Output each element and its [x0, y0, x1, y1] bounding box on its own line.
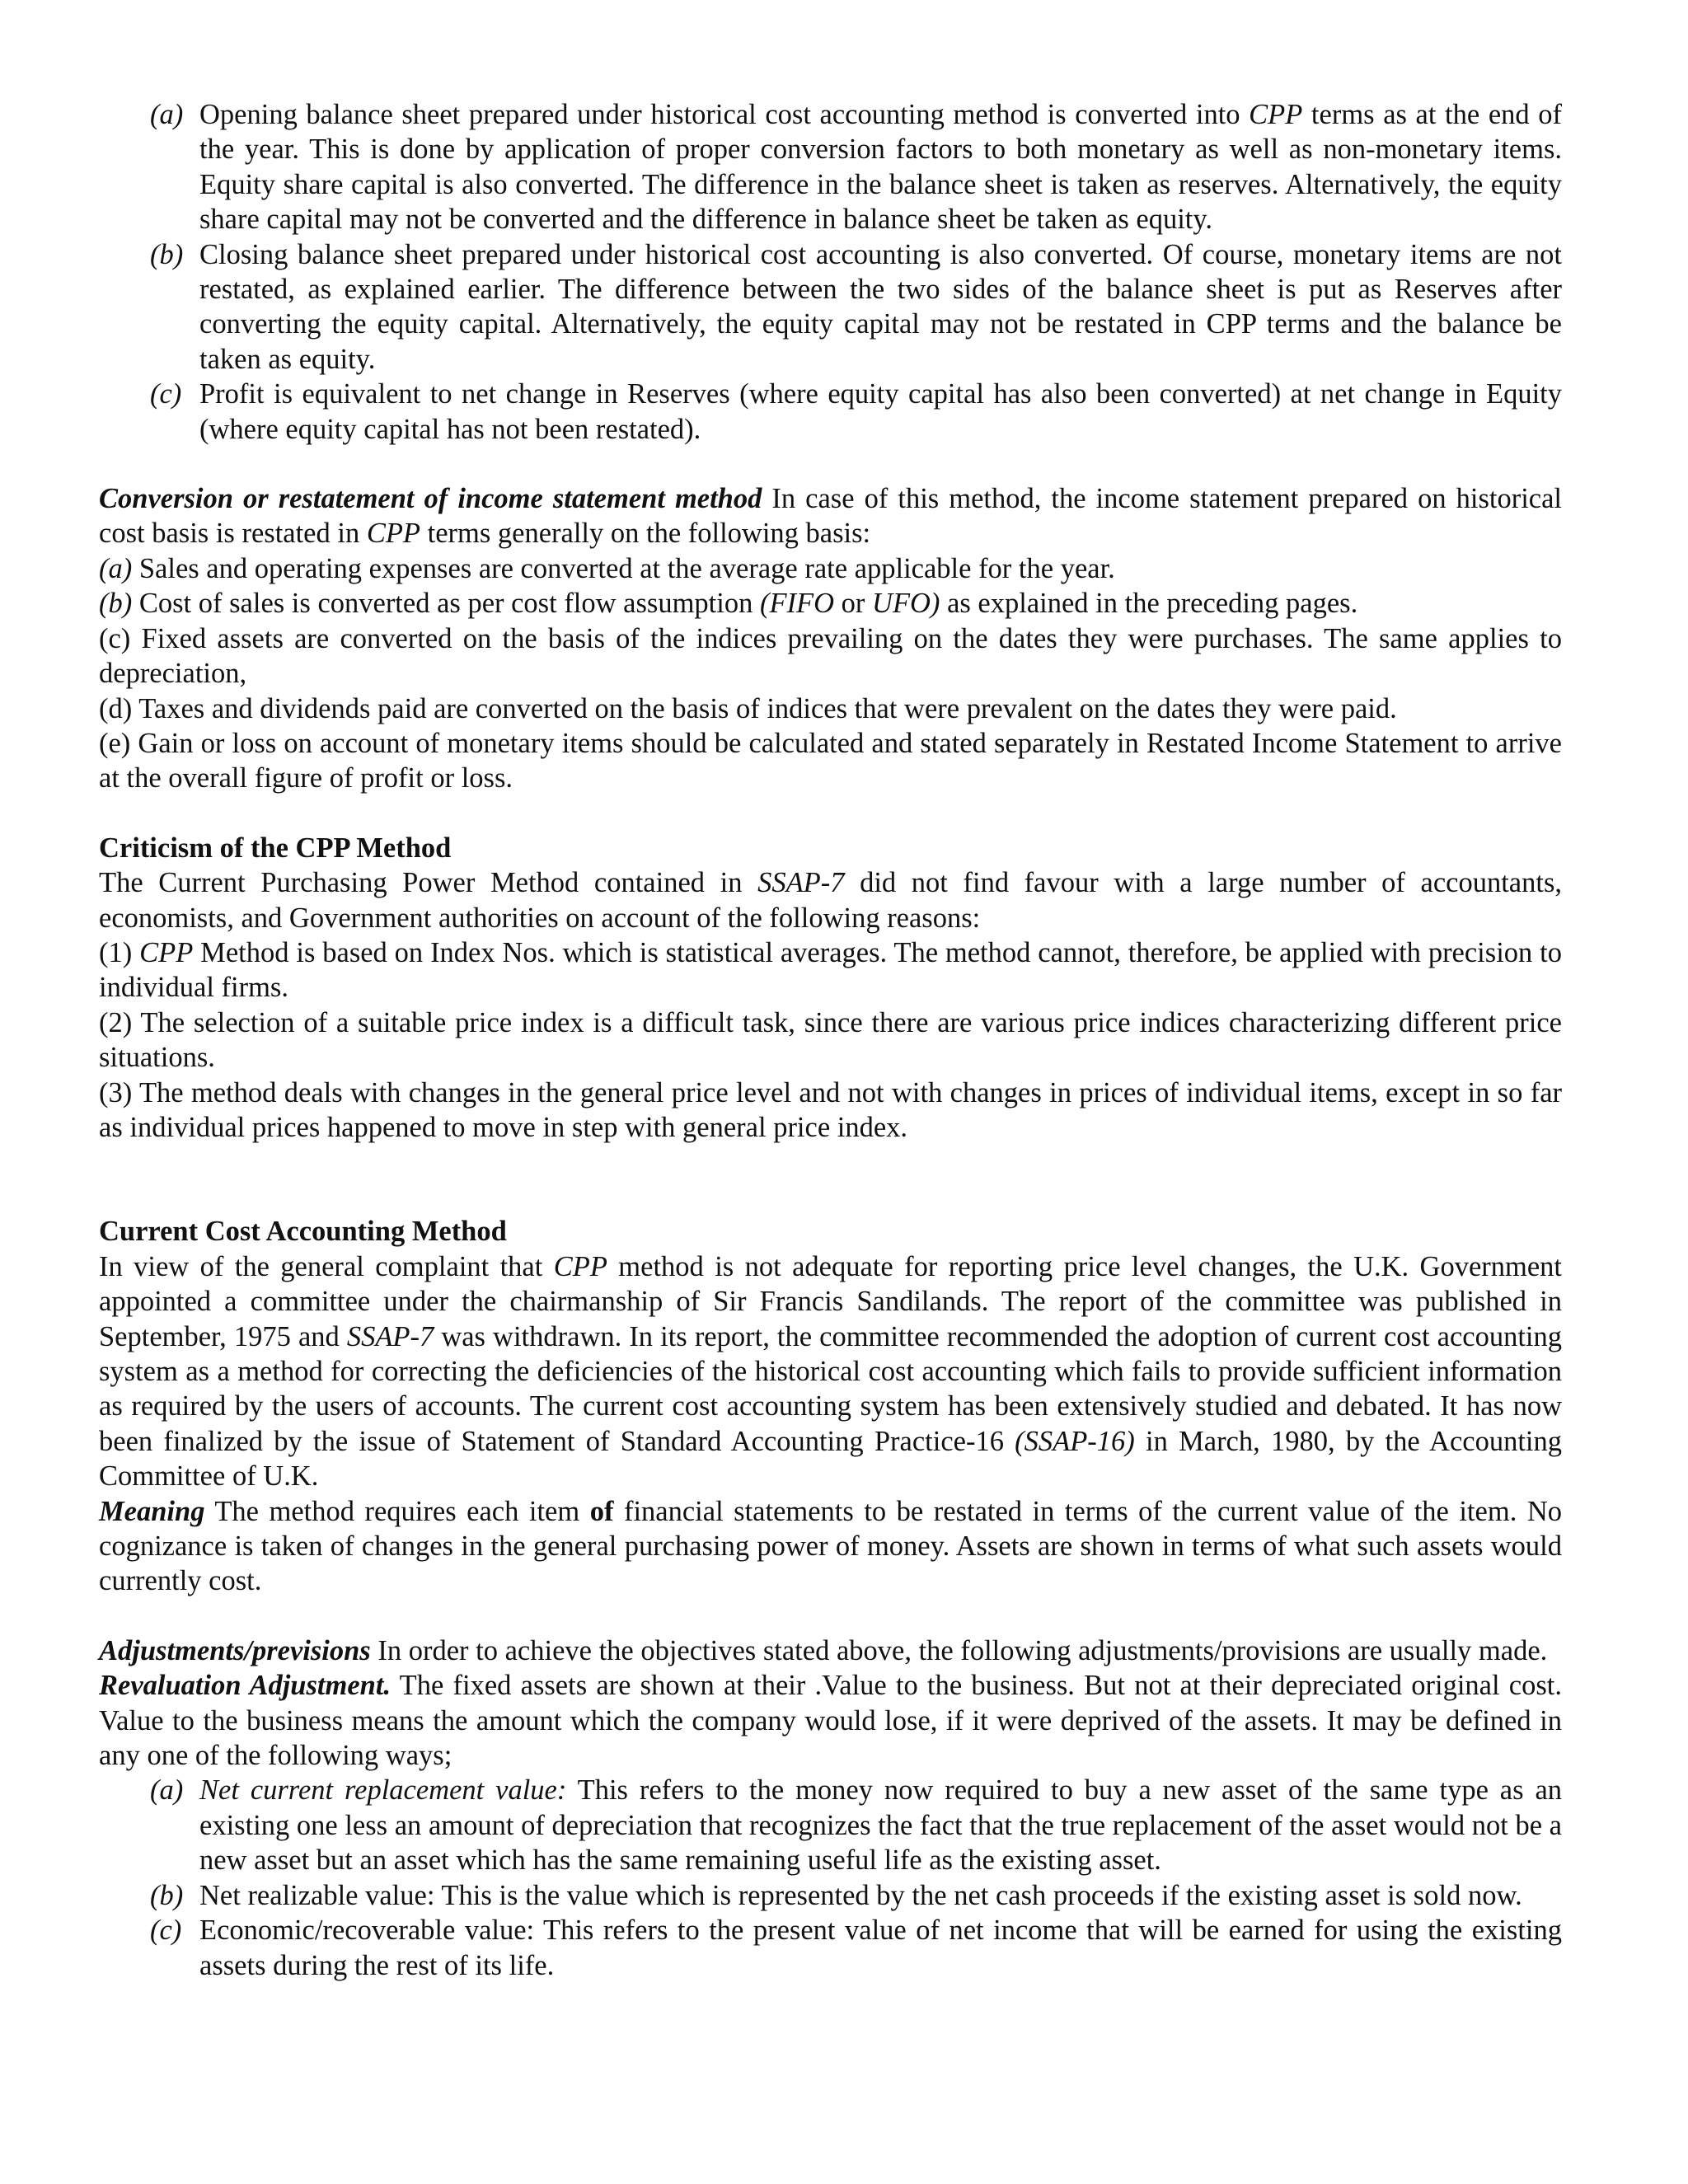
- item-label: (b): [150, 1879, 184, 1911]
- adjustments-intro: Adjustments/previsions In order to achieve the objectives stated above, the following adjustments/provisions are usually made.: [99, 1634, 1548, 1666]
- adjustments-section: [99, 1633, 1562, 1983]
- conversion-item: (d) Taxes and dividends paid are converted on the basis of indices that were prevalent on the dates they were paid.: [99, 692, 1397, 724]
- item-text: Economic/recoverable value: This refers to the present value of net income that will be earned for using the existing assets during the rest of its life.: [199, 1915, 1562, 1981]
- conversion-item: (b) Cost of sales is converted as per cost flow assumption (FIFO or UFO) as explained in the preceding pages.: [99, 588, 1358, 620]
- item-label: (a): [150, 99, 184, 130]
- item-label: (b): [150, 238, 184, 270]
- list-item: [99, 1773, 1562, 1877]
- conversion-intro: Conversion or restatement of income statement method In case of this method, the income statement prepared on historical cost basis is restated in CPP terms generally on the following basis:: [99, 483, 1562, 550]
- list-item: [99, 97, 1562, 237]
- criticism-intro: The Current Purchasing Power Method contained in SSAP-7 did not find favour with a large number of accountants, economists, and Government authorities on account of the following reasons:: [99, 867, 1562, 934]
- criticism-item: (2) The selection of a suitable price index is a difficult task, since there are various price indices characterizing different price situations.: [99, 1006, 1562, 1074]
- cca-section: [99, 1214, 1562, 1598]
- list-item: [99, 1913, 1562, 1983]
- conversion-item: (c) Fixed assets are converted on the basis of the indices prevailing on the dates they were purchases. The same applies to depreciation,: [99, 622, 1562, 690]
- list-item: [99, 1878, 1562, 1913]
- item-label: (c): [150, 1915, 182, 1947]
- conversion-item: (a) Sales and operating expenses are converted at the average rate applicable for the year.: [99, 552, 1115, 584]
- criticism-section: [99, 831, 1562, 1146]
- conversion-section: [99, 481, 1562, 796]
- item-text: Profit is equivalent to net change in Reserves (where equity capital has also been converted) at net change in Equity (where equity capital has not been restated).: [199, 378, 1562, 445]
- conversion-item: (e) Gain or loss on account of monetary items should be calculated and stated separately in Restated Income Statement to arrive at the overall figure of profit or loss.: [99, 727, 1562, 794]
- item-text: Opening balance sheet prepared under historical cost accounting method is converted into CPP terms as at the end of the year. This is done by application of proper conversion factors to both monetary as well as non-monetary items. Equity share capital is also converted. The difference in the balance sheet is taken as reserves. Alternatively, the equity share capital may not be converted and the difference in balance sheet be taken as equity.: [199, 99, 1562, 236]
- cca-heading: Current Cost Accounting Method: [99, 1216, 507, 1248]
- list-item: [99, 377, 1562, 447]
- revaluation-paragraph: Revaluation Adjustment. The fixed assets are shown at their .Value to the business. But not at their depreciated original cost. Value to the business means the amount which the company would lose, if it were deprived of the assets. It may be defined in any one of the following ways;: [99, 1670, 1562, 1772]
- item-label: (c): [150, 378, 182, 410]
- cca-body: In view of the general complaint that CPP method is not adequate for reporting price level changes, the U.K. Government appointed a committee under the chairmanship of Sir Francis Sandilands. The report of the committee was published in September, 1975 and SSAP-7 was withdrawn. In its report, the committee recommended the adoption of current cost accounting system as a method for correcting the deficiencies of the historical cost accounting which fails to provide sufficient information as required by the users of accounts. The current cost accounting system has been extensively studied and debated. It has now been finalized by the issue of Statement of Standard Accounting Practice-16 (SSAP-16) in March, 1980, by the Accounting Committee of U.K.: [99, 1250, 1563, 1493]
- criticism-item: (1) CPP Method is based on Index Nos. which is statistical averages. The method cannot, therefore, be applied with precision to individual firms.: [99, 936, 1562, 1004]
- cca-meaning: Meaning The method requires each item of financial statements to be restated in terms of the current value of the item. No cognizance is taken of changes in the general purchasing power of money. Assets are shown in terms of what such assets would currently cost.: [99, 1495, 1563, 1597]
- item-text: Closing balance sheet prepared under historical cost accounting is also converted. Of course, monetary items are not restated, as explained earlier. The difference between the two sides of the balance sheet is put as Reserves after converting the equity capital. Alternatively, the equity capital may not be restated in CPP terms and the balance be taken as equity.: [199, 238, 1562, 375]
- item-text: Net realizable value: This is the value which is represented by the net cash proceeds if the existing asset is sold now.: [199, 1879, 1522, 1911]
- balance-sheet-method-list: [99, 97, 1562, 447]
- item-label: (a): [150, 1774, 184, 1807]
- list-item: [99, 237, 1562, 377]
- item-text: Net current replacement value: This refers to the money now required to buy a new asset of the same type as an existing one less an amount of depreciation that recognizes the fact that the true replacement of the asset would not be a new asset but an asset which has the same remaining useful life as the existing asset.: [199, 1774, 1563, 1877]
- criticism-heading: Criticism of the CPP Method: [99, 832, 452, 864]
- criticism-item: (3) The method deals with changes in the general price level and not with changes in prices of individual items, except in so far as individual prices happened to move in step with general price index.: [99, 1076, 1562, 1143]
